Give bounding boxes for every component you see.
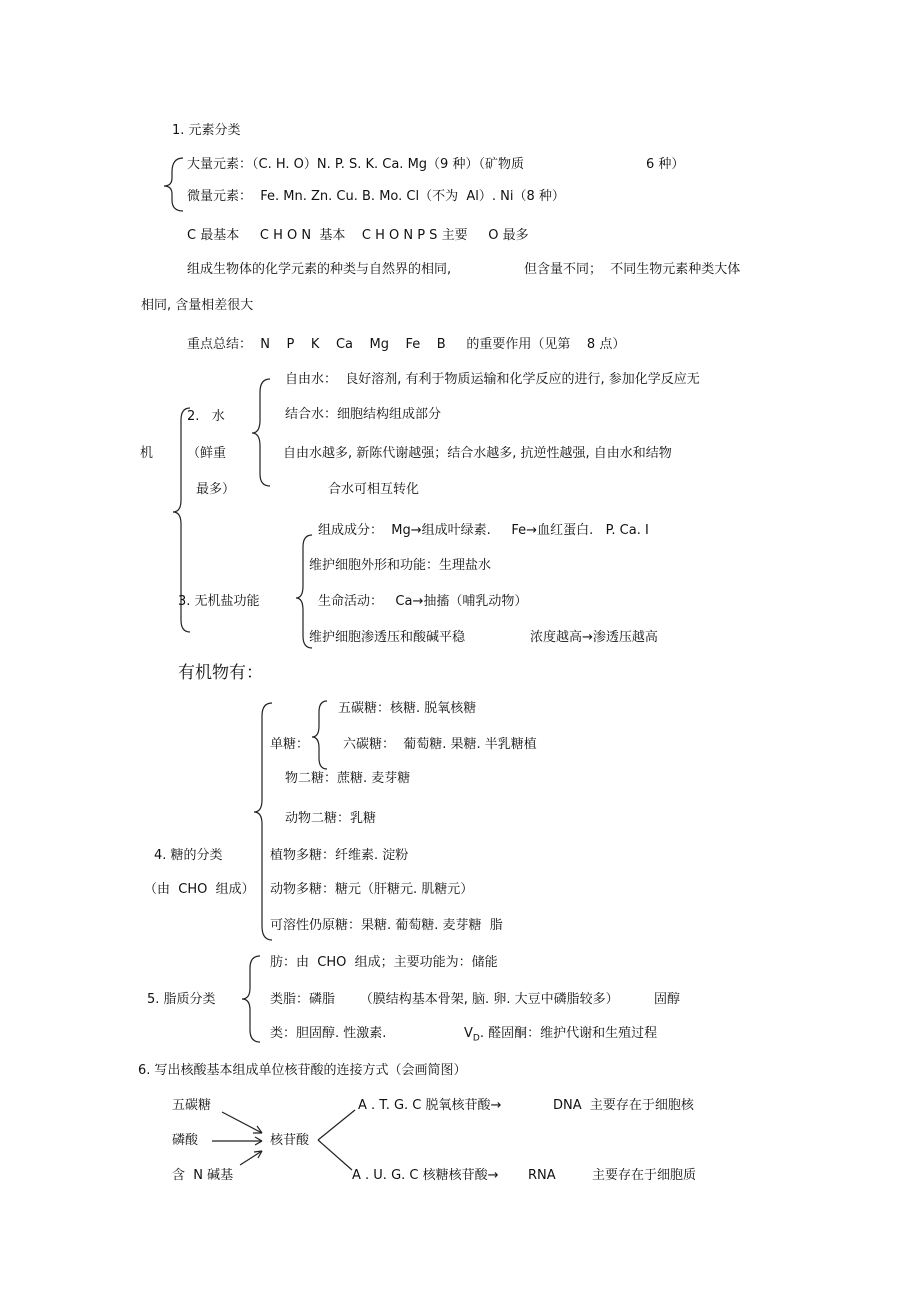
salt-function-4-result: 浓度越高→渗透压越高 (530, 630, 658, 645)
animal-disaccharide: 动物二糖：乳糖 (285, 811, 377, 826)
plant-polysaccharide: 植物多糖：纤维素. 淀粉 (270, 848, 409, 863)
arrow-head-1 (253, 1126, 262, 1133)
arrow-head-3 (254, 1151, 262, 1158)
animal-polysaccharide: 动物多糖：糖元（肝糖元. 肌糖元） (270, 882, 474, 897)
bound-water: 结合水：细胞结构组成部分 (285, 407, 442, 422)
lipid-title: 5. 脂质分类 (147, 992, 216, 1007)
major-elements: 大量元素：（C. H. O）N. P. S. K. Ca. Mg（9 种）（矿物质 (187, 157, 524, 172)
input-base: 含 N 碱基 (172, 1168, 234, 1183)
plant-disaccharide: 物二糖：蔗糖. 麦芽糖 (285, 771, 411, 786)
arrow-head-2 (255, 1137, 262, 1145)
input-phosphate: 磷酸 (172, 1133, 199, 1148)
vitamin-letter: V (464, 1026, 473, 1041)
water-relation-1: 自由水越多, 新陈代谢越强；结合水越多, 抗逆性越强, 自由水和结物 (283, 446, 672, 461)
water-title: 2. 水 (187, 409, 225, 424)
free-water: 自由水： 良好溶剂, 有利于物质运输和化学反应的进行, 参加化学反应无 (285, 372, 700, 387)
dna-location: DNA 主要存在于细胞核 (553, 1098, 694, 1113)
branch-up (318, 1110, 355, 1140)
water-sub-2: 最多） (196, 482, 236, 497)
element-brace (164, 158, 183, 211)
rna-location: 主要存在于细胞质 (592, 1168, 697, 1183)
salt-function-4: 维护细胞渗透压和酸碱平稳 (309, 630, 466, 645)
salt-function-2: 维护细胞外形和功能：生理盐水 (309, 558, 492, 573)
organic-title: 有机物有： (178, 663, 263, 683)
rna-label: RNA (528, 1168, 556, 1183)
basic-elements: C 最基本 C H O N 基本 C H O N P S 主要 O 最多 (187, 228, 529, 243)
section-6-title: 6. 写出核酸基本组成单位核苷酸的连接方式（会画简图） (138, 1063, 467, 1078)
salt-title: 3. 无机盐功能 (178, 594, 260, 609)
key-summary: 重点总结： N P K Ca Mg Fe B 的重要作用（见第 8 点） (187, 337, 626, 352)
paragraph-part-3: 相同, 含量相差很大 (141, 298, 254, 313)
lipid-lipoid: 类脂：磷脂 （膜结构基本骨架, 脑. 卵. 大豆中磷脂较多） (270, 992, 619, 1007)
water-relation-2: 合水可相互转化 (328, 482, 420, 497)
input-pentose: 五碳糖 (172, 1098, 212, 1113)
hexose: 六碳糖： 葡萄糖. 果糖. 半乳糖植 (343, 737, 537, 752)
salt-function-3: 生命活动： Ca→抽搐（哺乳动物） (318, 594, 528, 609)
rna-bases: A . U. G. C 核糖核苷酸→ (352, 1168, 499, 1183)
sugar-subtitle: （由 CHO 组成） (144, 882, 255, 897)
inorganic-side-label: 机 (140, 446, 154, 461)
monosaccharide-label: 单糖： (270, 737, 310, 752)
lipid-brace (242, 956, 260, 1042)
nucleotide-node: 核苷酸 (270, 1133, 310, 1148)
sterol-function: . 醛固酮：维护代谢和生殖过程 (479, 1026, 658, 1041)
salt-function-1: 组成成分： Mg→组成叶绿素. Fe→血红蛋白. P. Ca. I (318, 523, 649, 538)
sugar-title: 4. 糖的分类 (154, 848, 223, 863)
arrow-line-1 (222, 1112, 262, 1133)
vitamin-subscript: D (472, 1033, 480, 1044)
arrow-line-3 (240, 1151, 262, 1165)
reducing-sugar: 可溶性仍原糖：果糖. 葡萄糖. 麦芽糖 脂 (270, 918, 503, 933)
pentose: 五碳糖：核糖. 脱氧核糖 (338, 701, 477, 716)
lipid-sterol: 类：胆固醇. 性激素. (270, 1026, 387, 1041)
paragraph-part-1: 组成生物体的化学元素的种类与自然界的相同, (187, 262, 452, 277)
branch-down (318, 1140, 352, 1170)
water-brace (252, 379, 270, 486)
lipid-fat: 肪：由 CHO 组成；主要功能为：储能 (270, 955, 498, 970)
lipid-sterol-tail: 固醇 (654, 992, 681, 1007)
mono-brace (312, 701, 327, 769)
trace-elements: 微量元素： Fe. Mn. Zn. Cu. B. Mo. Cl（不为 Al）. Ni（8 种） (187, 189, 565, 204)
water-sub-1: （鲜重 (187, 446, 227, 461)
major-count: 6 种） (646, 157, 685, 172)
dna-bases: A . T. G. C 脱氧核苷酸→ (358, 1098, 502, 1113)
vitamin-d (464, 1026, 657, 1047)
paragraph-part-2: 但含量不同； 不同生物元素种类大体 (524, 262, 741, 277)
section-1-title: 1. 元素分类 (172, 123, 241, 138)
